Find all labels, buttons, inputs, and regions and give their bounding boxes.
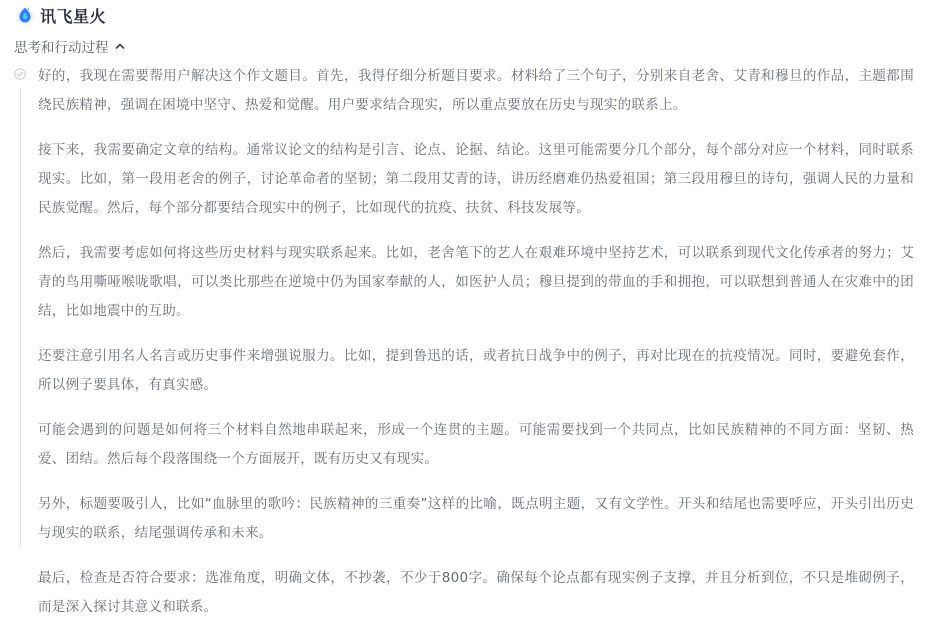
thinking-content [14,66,914,615]
thinking-toggle[interactable] [14,36,125,56]
thinking-paragraph: 最后，检查是否符合要求：选准角度，明确文体，不抄袭，不少于800字。确保每个论点都有现实例子支撑，并且分析到位，不只是堆砌例子，而是深入探讨其意义和联系。 [38,570,914,615]
check-circle-icon [14,68,26,80]
thinking-paragraph: 另外，标题要吸引人，比如“血脉里的歌吟：民族精神的三重奏”这样的比喻，既点明主题，又有文学性。开头和结尾也需要呼应，开头引出历史与现实的联系，结尾强调传承和未来。 [38,496,914,541]
thinking-paragraph: 可能会遇到的问题是如何将三个材料自然地串联起来，形成一个连贯的主题。可能需要找到一个共同点，比如民族精神的不同方面：坚韧、热爱、团结。然后每个段落围绕一个方面展开，既有历史又有现实。 [38,422,914,467]
thinking-toggle-label: 思考和行动过程 [14,40,109,56]
chevron-up-icon [115,41,125,51]
spark-logo-icon [14,4,36,26]
brand-name: 讯飞星火 [40,6,107,26]
thinking-paragraphs [38,66,914,638]
timeline-line [20,88,21,548]
thinking-paragraph: 然后，我需要考虑如何将这些历史材料与现实联系起来。比如，老舍笔下的艺人在艰难环境中坚持艺术，可以联系到现代文化传承者的努力；艾青的鸟用嘶哑喉咙歌唱，可以类比那些在逆境中仍为国家奉献的人，如医护人员；穆旦提到的带血的手和拥抱，可以联想到普通人在灾难中的团结，比如地震中的互助。 [38,245,914,319]
thinking-paragraph: 好的，我现在需要帮用户解决这个作文题目。首先，我得仔细分析题目要求。材料给了三个句子，分别来自老舍、艾青和穆旦的作品，主题都围绕民族精神，强调在困境中坚守、热爱和觉醒。用户要求结合现实，所以重点要放在历史与现实的联系上。 [38,68,914,113]
thinking-paragraph: 还要注意引用名人名言或历史事件来增强说服力。比如，提到鲁迅的话，或者抗日战争中的例子，再对比现在的抗疫情况。同时，要避免套作，所以例子要具体，有真实感。 [38,348,914,393]
brand-header [14,0,106,30]
thinking-paragraph: 接下来，我需要确定文章的结构。通常议论文的结构是引言、论点、论据、结论。这里可能需要分几个部分，每个部分对应一个材料，同时联系现实。比如，第一段用老舍的例子，讨论革命者的坚韧；第二段用艾青的诗，讲历经磨难仍热爱祖国；第三段用穆旦的诗句，强调人民的力量和民族觉醒。然后，每个部分都要结合现实中的例子，比如现代的抗疫、扶贫、科技发展等。 [38,142,914,216]
